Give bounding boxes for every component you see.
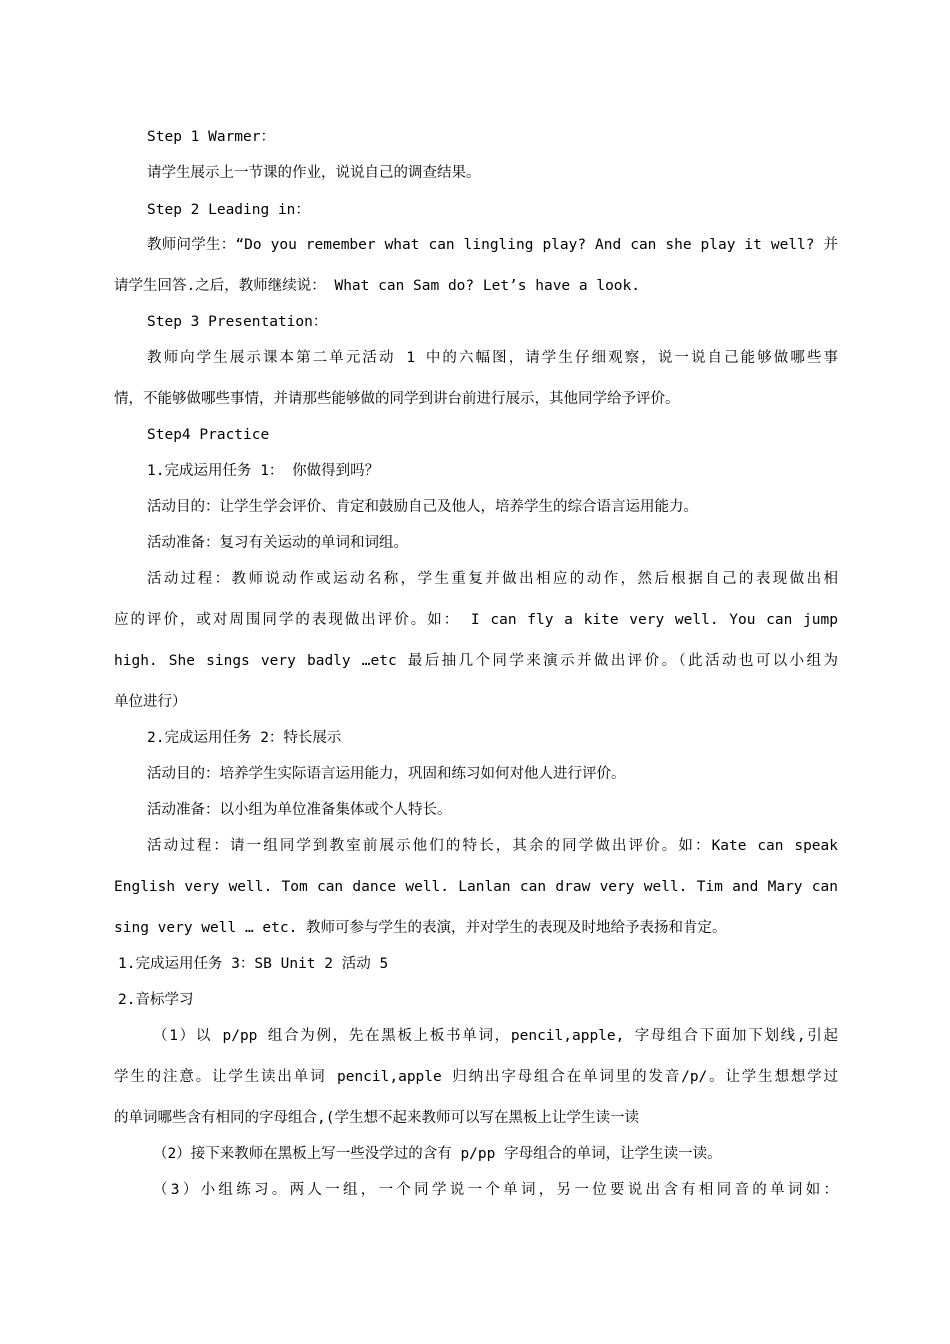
paragraph-line: 单位进行） (114, 694, 187, 710)
paragraph-line: 活动目的：培养学生实际语言运用能力，巩固和练习如何对他人进行评价。 (147, 766, 626, 782)
task-heading: 1.完成运用任务 3：SB Unit 2 活动 5 (118, 956, 389, 972)
paragraph-line: 活动过程：教师说动作或运动名称，学生重复并做出相应的动作，然后根据自己的表现做出相 (147, 571, 838, 587)
paragraph-line: 的单词哪些含有相同的字母组合,(学生想不起来教师可以写在黑板上让学生读一读 (114, 1110, 639, 1126)
step1-heading: Step 1 Warmer： (147, 129, 275, 145)
paragraph-line: 教师问学生：“Do you remember what can lingling play? And can she play it well? 并 (147, 237, 838, 253)
paragraph-line: 请学生回答.之后，教师继续说： What can Sam do? Let’s have a look. (114, 278, 640, 294)
paragraph-line: （1）以 p/pp 组合为例，先在黑板上板书单词，pencil,apple, 字母组合下面加下划线,引起 (153, 1028, 838, 1044)
step4-heading: Step4 Practice (147, 427, 270, 443)
task-heading: 1.完成运用任务 1： 你做得到吗？ (147, 463, 380, 479)
paragraph-line: 教师向学生展示课本第二单元活动 1 中的六幅图，请学生仔细观察，说一说自己能够做哪些事 (147, 350, 838, 366)
paragraph-line: high. She sings very badly …etc 最后抽几个同学来演示并做出评价。（此活动也可以小组为 (114, 653, 838, 669)
paragraph-line: 学生的注意。让学生读出单词 pencil,apple 归纳出字母组合在单词里的发音/p/。让学生想想学过 (114, 1069, 838, 1085)
task-heading: 2.完成运用任务 2：特长展示 (147, 730, 342, 746)
section-heading: 2.音标学习 (118, 992, 194, 1008)
step3-heading: Step 3 Presentation： (147, 314, 328, 330)
paragraph-line: English very well. Tom can dance well. Lanlan can draw very well. Tim and Mary can (114, 879, 838, 895)
step2-heading: Step 2 Leading in： (147, 202, 310, 218)
paragraph-line: 活动目的：让学生学会评价、肯定和鼓励自己及他人，培养学生的综合语言运用能力。 (147, 499, 698, 515)
paragraph-line: （2）接下来教师在黑板上写一些没学过的含有 p/pp 字母组合的单词，让学生读一读。 (153, 1146, 722, 1162)
paragraph-line: 活动准备：以小组为单位准备集体或个人特长。 (147, 802, 452, 818)
paragraph-line: 请学生展示上一节课的作业，说说自己的调查结果。 (147, 165, 481, 181)
paragraph-line: 情，不能够做哪些事情，并请那些能够做的同学到讲台前进行展示，其他同学给予评价。 (114, 391, 680, 407)
paragraph-line: （3）小组练习。两人一组，一个同学说一个单词，另一位要说出含有相同音的单词如： (153, 1182, 838, 1198)
paragraph-line: sing very well … etc. 教师可参与学生的表演，并对学生的表现及时地给予表扬和肯定。 (114, 920, 727, 936)
paragraph-line: 活动准备：复习有关运动的单词和词组。 (147, 535, 408, 551)
paragraph-line: 应的评价，或对周围同学的表现做出评价。如： I can fly a kite very well. You can jump (114, 612, 838, 628)
paragraph-line: 活动过程：请一组同学到教室前展示他们的特长，其余的同学做出评价。如：Kate can speak (147, 838, 838, 854)
